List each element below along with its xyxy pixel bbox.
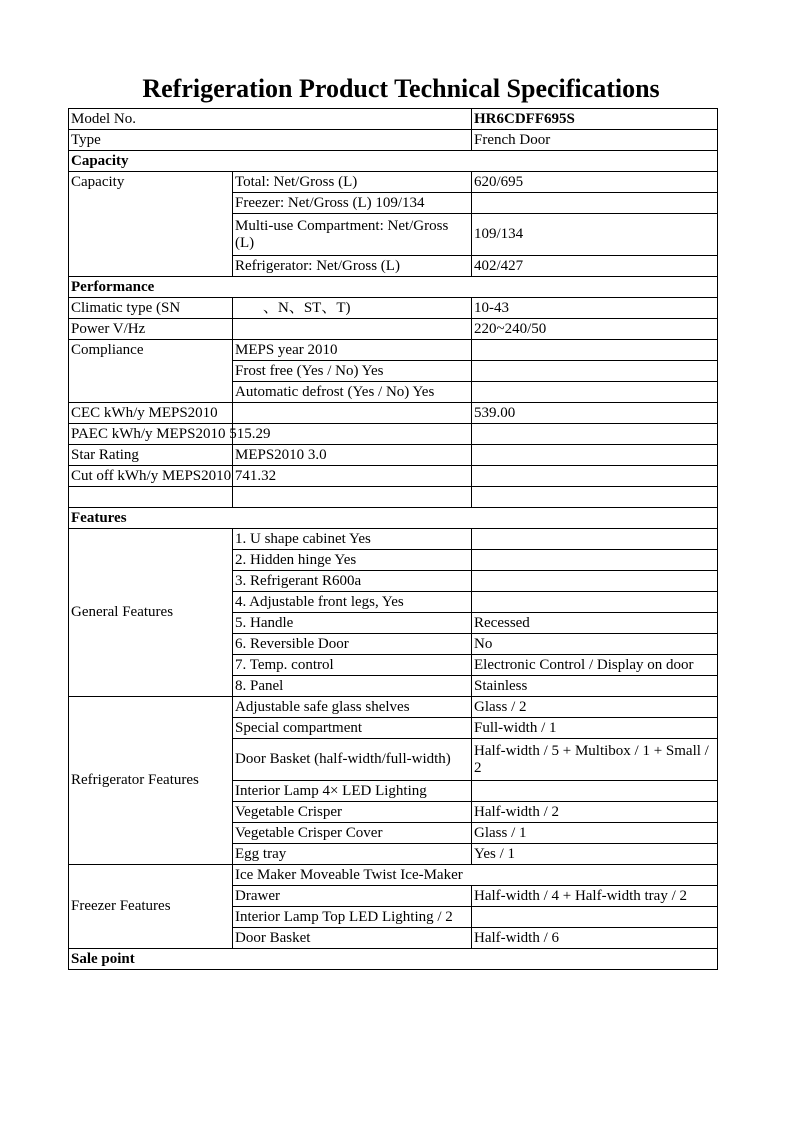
empty-cell [472, 487, 718, 508]
capacity-header: Capacity [69, 151, 718, 172]
section-header [69, 949, 718, 970]
spec-value: Full-width / 1 [472, 718, 718, 739]
spec-value: Recessed [472, 613, 718, 634]
table-row [69, 172, 718, 193]
spec-key: CEC kWh/y MEPS2010 [69, 403, 233, 424]
spec-key: Power V/Hz [69, 319, 233, 340]
spec-value [472, 781, 718, 802]
spec-key: Vegetable Crisper Cover [233, 823, 472, 844]
table-row [69, 865, 718, 886]
spec-key: Multi-use Compartment: Net/Gross (L) [233, 214, 472, 256]
spec-value: Half-width / 2 [472, 802, 718, 823]
spec-key: Freezer: Net/Gross (L) 109/134 [233, 193, 472, 214]
spec-key: PAEC kWh/y MEPS2010 515.29 [69, 424, 233, 445]
table-row [69, 109, 718, 130]
refrigerator-features-label: Refrigerator Features [69, 697, 233, 865]
spec-key: Climatic type (SN [69, 298, 233, 319]
spec-key: 、N、ST、T) [233, 298, 472, 319]
section-header [69, 508, 718, 529]
empty-cell [472, 466, 718, 487]
page-title: Refrigeration Product Technical Specifications [142, 74, 660, 103]
table-row [69, 403, 718, 424]
empty-cell [69, 487, 233, 508]
spec-key: 5. Handle [233, 613, 472, 634]
spec-key: Ice Maker Moveable Twist Ice-Maker [233, 865, 472, 886]
spec-value [472, 193, 718, 214]
spec-key: MEPS year 2010 [233, 340, 472, 361]
type-value: French Door [472, 130, 718, 151]
empty-cell [233, 319, 472, 340]
table-row [69, 529, 718, 550]
spec-key: 4. Adjustable front legs, Yes [233, 592, 472, 613]
spec-key: Egg tray [233, 844, 472, 865]
table-row [69, 697, 718, 718]
section-header [69, 277, 718, 298]
table-row [69, 424, 718, 445]
empty-cell [472, 382, 718, 403]
capacity-label: Capacity [69, 172, 233, 277]
spec-value: Glass / 2 [472, 697, 718, 718]
spec-value: 10-43 [472, 298, 718, 319]
spec-value: Electronic Control / Display on door [472, 655, 718, 676]
compliance-label: Compliance [69, 340, 233, 403]
empty-cell [472, 445, 718, 466]
spec-value: 539.00 [472, 403, 718, 424]
spec-key: 8. Panel [233, 676, 472, 697]
model-label: Model No. [69, 109, 472, 130]
empty-cell [472, 361, 718, 382]
empty-cell [472, 424, 718, 445]
table-row [69, 340, 718, 361]
spec-value: MEPS2010 3.0 [233, 445, 472, 466]
spec-value: Yes / 1 [472, 844, 718, 865]
spec-key: Interior Lamp 4× LED Lighting [233, 781, 472, 802]
spec-key: 6. Reversible Door [233, 634, 472, 655]
spec-key: 2. Hidden hinge Yes [233, 550, 472, 571]
spec-value: Half-width / 5 + Multibox / 1 + Small / 2 [472, 739, 718, 781]
spec-value [472, 571, 718, 592]
spec-key: Star Rating [69, 445, 233, 466]
spec-value: 402/427 [472, 256, 718, 277]
spec-key: Door Basket (half-width/full-width) [233, 739, 472, 781]
sale-point-header: Sale point [69, 949, 718, 970]
spec-key: Vegetable Crisper [233, 802, 472, 823]
spec-value: Half-width / 6 [472, 928, 718, 949]
spec-value [472, 529, 718, 550]
spec-key: 7. Temp. control [233, 655, 472, 676]
spec-key: Interior Lamp Top LED Lighting / 2 [233, 907, 472, 928]
spec-value: Glass / 1 [472, 823, 718, 844]
spec-key: 3. Refrigerant R600a [233, 571, 472, 592]
spec-value [472, 592, 718, 613]
spec-key: Special compartment [233, 718, 472, 739]
general-features-label: General Features [69, 529, 233, 697]
spec-table [68, 108, 718, 970]
spec-key: Drawer [233, 886, 472, 907]
spec-key: Automatic defrost (Yes / No) Yes [233, 382, 472, 403]
table-row [69, 466, 718, 487]
empty-cell [472, 340, 718, 361]
spec-value: Half-width / 4 + Half-width tray / 2 [472, 886, 718, 907]
table-row [69, 298, 718, 319]
performance-header: Performance [69, 277, 718, 298]
empty-cell [233, 487, 472, 508]
table-row [69, 487, 718, 508]
freezer-features-label: Freezer Features [69, 865, 233, 949]
spec-key: Door Basket [233, 928, 472, 949]
type-label: Type [69, 130, 472, 151]
spec-key: Refrigerator: Net/Gross (L) [233, 256, 472, 277]
spec-value: 620/695 [472, 172, 718, 193]
table-row [69, 319, 718, 340]
spec-value [472, 907, 718, 928]
spec-key: Total: Net/Gross (L) [233, 172, 472, 193]
spec-value: No [472, 634, 718, 655]
section-header [69, 151, 718, 172]
spec-value [472, 550, 718, 571]
empty-cell [233, 403, 472, 424]
spec-value: 109/134 [472, 214, 718, 256]
model-value: HR6CDFF695S [472, 109, 718, 130]
spec-key: Adjustable safe glass shelves [233, 697, 472, 718]
spec-key: Cut off kWh/y MEPS2010 741.32 [69, 466, 233, 487]
spec-value [472, 865, 718, 886]
spec-value: Stainless [472, 676, 718, 697]
features-header: Features [69, 508, 718, 529]
spec-value: 220~240/50 [472, 319, 718, 340]
table-row [69, 130, 718, 151]
table-row [69, 445, 718, 466]
spec-key: 1. U shape cabinet Yes [233, 529, 472, 550]
spec-key: Frost free (Yes / No) Yes [233, 361, 472, 382]
